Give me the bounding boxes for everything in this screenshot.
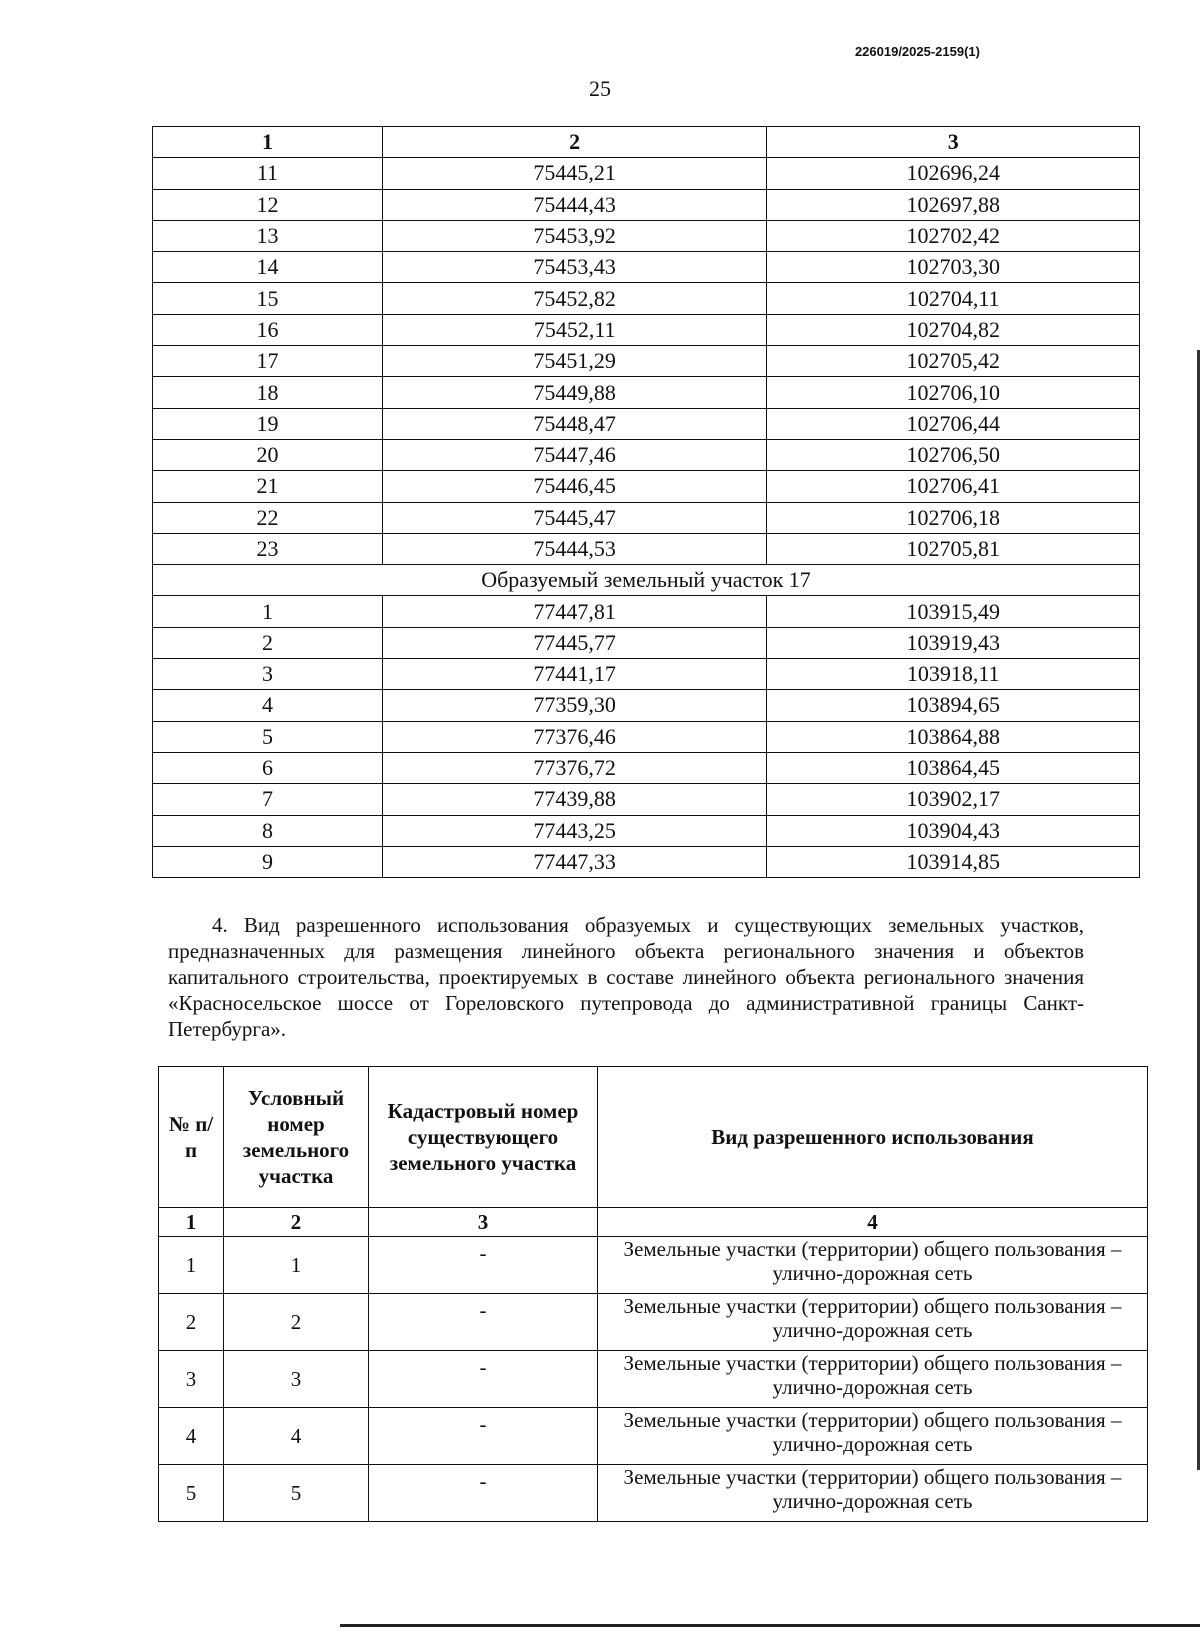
permitted-use: Земельные участки (территории) общего пользования – улично-дорожная сеть	[598, 1294, 1148, 1351]
point-number: 22	[153, 502, 383, 533]
column-header: № п/п	[159, 1067, 224, 1208]
y-coordinate: 103894,65	[767, 690, 1140, 721]
x-coordinate: 77447,33	[382, 846, 766, 877]
x-coordinate: 75449,88	[382, 377, 766, 408]
x-coordinate: 77359,30	[382, 690, 766, 721]
point-number: 19	[153, 408, 383, 439]
y-coordinate: 102706,50	[767, 439, 1140, 470]
column-header: 1	[153, 127, 383, 158]
y-coordinate: 103918,11	[767, 659, 1140, 690]
x-coordinate: 77443,25	[382, 815, 766, 846]
point-number: 20	[153, 439, 383, 470]
y-coordinate: 102697,88	[767, 189, 1140, 220]
column-number: 4	[598, 1208, 1148, 1237]
column-number: 1	[159, 1208, 224, 1237]
y-coordinate: 103864,88	[767, 721, 1140, 752]
x-coordinate: 77376,46	[382, 721, 766, 752]
table-row	[153, 659, 1140, 690]
x-coordinate: 75453,43	[382, 252, 766, 283]
y-coordinate: 103904,43	[767, 815, 1140, 846]
permitted-use-table	[158, 1066, 1148, 1522]
cadastral-number: -	[369, 1294, 598, 1351]
column-number-row	[159, 1208, 1148, 1237]
point-number: 7	[153, 784, 383, 815]
table-row	[153, 439, 1140, 470]
x-coordinate: 75448,47	[382, 408, 766, 439]
table-row	[153, 189, 1140, 220]
x-coordinate: 75452,11	[382, 314, 766, 345]
table-row	[153, 533, 1140, 564]
table-row	[153, 846, 1140, 877]
table-row	[153, 627, 1140, 658]
table-row	[153, 784, 1140, 815]
y-coordinate: 102706,44	[767, 408, 1140, 439]
point-number: 11	[153, 158, 383, 189]
y-coordinate: 103915,49	[767, 596, 1140, 627]
table-row	[153, 377, 1140, 408]
x-coordinate: 75447,46	[382, 439, 766, 470]
point-number: 4	[153, 690, 383, 721]
x-coordinate: 75444,43	[382, 189, 766, 220]
x-coordinate: 75444,53	[382, 533, 766, 564]
cadastral-number: -	[369, 1408, 598, 1465]
table-row	[159, 1408, 1148, 1465]
y-coordinate: 102706,18	[767, 502, 1140, 533]
table-row	[159, 1237, 1148, 1294]
parcel-number: 5	[224, 1465, 369, 1522]
permitted-use: Земельные участки (территории) общего пользования – улично-дорожная сеть	[598, 1351, 1148, 1408]
x-coordinate: 75445,21	[382, 158, 766, 189]
point-number: 16	[153, 314, 383, 345]
x-coordinate: 77441,17	[382, 659, 766, 690]
row-number: 4	[159, 1408, 224, 1465]
table-row	[153, 158, 1140, 189]
y-coordinate: 103864,45	[767, 752, 1140, 783]
parcel-number: 4	[224, 1408, 369, 1465]
column-header: 3	[767, 127, 1140, 158]
y-coordinate: 102704,82	[767, 314, 1140, 345]
table-row	[153, 283, 1140, 314]
y-coordinate: 102706,10	[767, 377, 1140, 408]
coordinates-table	[152, 126, 1140, 878]
y-coordinate: 102705,42	[767, 346, 1140, 377]
x-coordinate: 75445,47	[382, 502, 766, 533]
table-row	[153, 220, 1140, 251]
point-number: 21	[153, 471, 383, 502]
row-number: 3	[159, 1351, 224, 1408]
page-number: 25	[589, 76, 611, 101]
point-number: 8	[153, 815, 383, 846]
row-number: 5	[159, 1465, 224, 1522]
point-number: 13	[153, 220, 383, 251]
table-row	[153, 690, 1140, 721]
table-row	[153, 502, 1140, 533]
cadastral-number: -	[369, 1465, 598, 1522]
table-row	[153, 314, 1140, 345]
permitted-use: Земельные участки (территории) общего пользования – улично-дорожная сеть	[598, 1408, 1148, 1465]
y-coordinate: 103902,17	[767, 784, 1140, 815]
cadastral-number: -	[369, 1237, 598, 1294]
point-number: 14	[153, 252, 383, 283]
y-coordinate: 102703,30	[767, 252, 1140, 283]
x-coordinate: 77447,81	[382, 596, 766, 627]
table-row	[153, 408, 1140, 439]
document-number: 226019/2025-2159(1)	[854, 44, 980, 59]
x-coordinate: 75453,92	[382, 220, 766, 251]
point-number: 15	[153, 283, 383, 314]
point-number: 6	[153, 752, 383, 783]
y-coordinate: 102706,41	[767, 471, 1140, 502]
table-row	[153, 596, 1140, 627]
column-number: 3	[369, 1208, 598, 1237]
permitted-use: Земельные участки (территории) общего пользования – улично-дорожная сеть	[598, 1465, 1148, 1522]
column-header: Кадастровый номер существующего земельного участка	[369, 1067, 598, 1208]
table-header-row	[159, 1067, 1148, 1208]
point-number: 2	[153, 627, 383, 658]
parcel-number: 3	[224, 1351, 369, 1408]
point-number: 12	[153, 189, 383, 220]
y-coordinate: 102696,24	[767, 158, 1140, 189]
section-4-paragraph: 4. Вид разрешенного использования образуемых и существующих земельных участков, предназначенных для размещения линейного объекта регионального значения и объектов капитального строительства, проектируемых в составе линейного объекта регионального значения «Красносельское шоссе от Гореловского путепровода до административной границы Санкт-Петербурга».	[168, 913, 1084, 1041]
x-coordinate: 75451,29	[382, 346, 766, 377]
parcel-number: 2	[224, 1294, 369, 1351]
table-row	[153, 471, 1140, 502]
section-row	[153, 565, 1140, 596]
table-row	[159, 1465, 1148, 1522]
point-number: 5	[153, 721, 383, 752]
x-coordinate: 75446,45	[382, 471, 766, 502]
table-row	[153, 346, 1140, 377]
point-number: 23	[153, 533, 383, 564]
table-row	[153, 252, 1140, 283]
permitted-use: Земельные участки (территории) общего пользования – улично-дорожная сеть	[598, 1237, 1148, 1294]
y-coordinate: 102704,11	[767, 283, 1140, 314]
column-header: 2	[382, 127, 766, 158]
point-number: 9	[153, 846, 383, 877]
column-header: Вид разрешенного использования	[598, 1067, 1148, 1208]
x-coordinate: 77376,72	[382, 752, 766, 783]
table-header-row	[153, 127, 1140, 158]
y-coordinate: 103914,85	[767, 846, 1140, 877]
table-row	[153, 815, 1140, 846]
table-row	[153, 721, 1140, 752]
x-coordinate: 75452,82	[382, 283, 766, 314]
parcel-number: 1	[224, 1237, 369, 1294]
point-number: 17	[153, 346, 383, 377]
table-row	[159, 1351, 1148, 1408]
x-coordinate: 77439,88	[382, 784, 766, 815]
row-number: 2	[159, 1294, 224, 1351]
point-number: 1	[153, 596, 383, 627]
x-coordinate: 77445,77	[382, 627, 766, 658]
point-number: 18	[153, 377, 383, 408]
column-number: 2	[224, 1208, 369, 1237]
cadastral-number: -	[369, 1351, 598, 1408]
y-coordinate: 102705,81	[767, 533, 1140, 564]
y-coordinate: 102702,42	[767, 220, 1140, 251]
y-coordinate: 103919,43	[767, 627, 1140, 658]
row-number: 1	[159, 1237, 224, 1294]
point-number: 3	[153, 659, 383, 690]
table-row	[153, 752, 1140, 783]
table-row	[159, 1294, 1148, 1351]
section-title: Образуемый земельный участок 17	[153, 565, 1140, 596]
column-header: Условный номер земельного участка	[224, 1067, 369, 1208]
scan-bottom-line	[340, 1624, 1200, 1627]
